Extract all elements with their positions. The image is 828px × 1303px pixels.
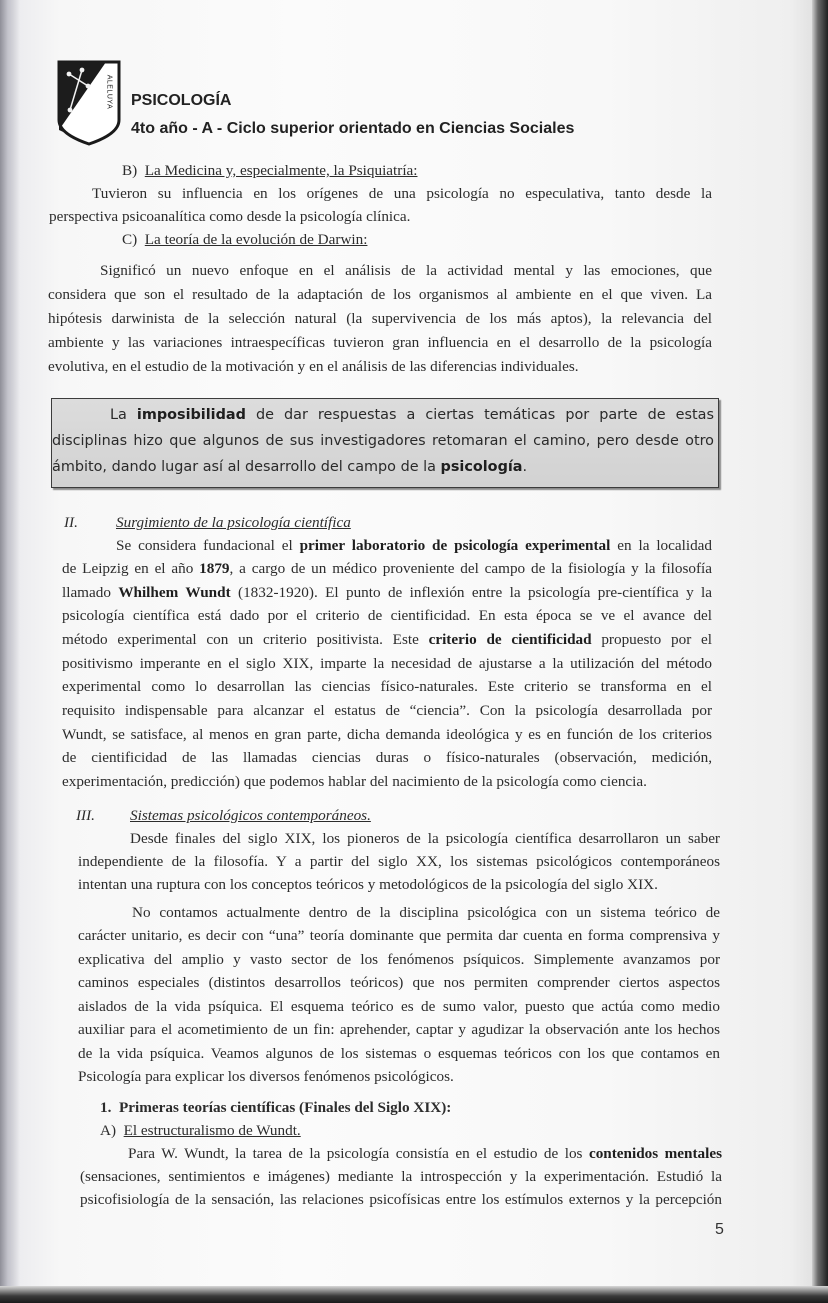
text-run: (1832-1920). El punto de inflexión entre la psicología pre-científica y la xyxy=(230,584,713,601)
box-bold-text: psicología xyxy=(440,459,523,475)
box-text: de dar respuestas a ciertas temáticas por parte de estas xyxy=(245,407,714,423)
box-line xyxy=(52,455,527,479)
subsection-title: Primeras teorías científicas (Finales del Siglo XIX): xyxy=(118,1099,452,1116)
paragraph-line: evolutiva, en el estudio de la motivación y en el análisis de las diferencias individuales. xyxy=(48,358,579,375)
paragraph-line: considera que son el resultado de la adaptación de los organismos al ambiente en el que viven. La xyxy=(48,286,712,303)
paragraph-line: Significó un nuevo enfoque en el análisis de la actividad mental y las emociones, que xyxy=(100,262,712,279)
logo-lettering: ALELUYA xyxy=(105,74,113,110)
box-text: . xyxy=(522,459,528,475)
paragraph-line: intentan una ruptura con los conceptos teóricos y metodológicos de la psicología del siglo XIX. xyxy=(78,876,658,893)
course-title: PSICOLOGÍA xyxy=(131,92,232,109)
paragraph-line: No contamos actualmente dentro de la disciplina psicológica con un sistema teórico de xyxy=(132,904,720,921)
paragraph-line: Wundt, se satisface, al menos en gran parte, dicha demanda ideológica y es en función de los criterios xyxy=(62,726,712,743)
page-number: 5 xyxy=(715,1221,724,1238)
bold-text: criterio de cientificidad xyxy=(428,631,592,648)
subsection-number: 1. xyxy=(100,1099,112,1116)
section-ii-title: Surgimiento de la psicología científica xyxy=(116,514,351,531)
section-iii-title: Sistemas psicológicos contemporáneos. xyxy=(130,807,371,824)
paragraph-line: perspectiva psicoanalítica como desde la psicología clínica. xyxy=(49,208,411,225)
section-iii-numeral: III. xyxy=(76,807,95,824)
paragraph-line: experimental como lo desarrollan las ciencias físico-naturales. Este criterio se transforma en el xyxy=(62,678,712,695)
box-line xyxy=(110,403,714,427)
paragraph-line xyxy=(62,582,712,604)
section-ii-heading xyxy=(64,512,351,534)
page-edge-bottom xyxy=(0,1286,828,1303)
section-b-title: La Medicina y, especialmente, la Psiquiatría: xyxy=(144,162,418,179)
paragraph-line xyxy=(62,629,712,651)
bold-text: primer laboratorio de psicología experimental xyxy=(299,537,611,554)
highlight-box xyxy=(51,398,719,488)
section-c-heading xyxy=(122,229,367,251)
section-ii-numeral: II. xyxy=(64,514,78,531)
section-b-heading xyxy=(122,160,418,182)
paragraph-line xyxy=(128,1143,722,1165)
section-iii-heading xyxy=(76,805,371,827)
paragraph-line: de cientificidad de las llamadas ciencias duras o físico-naturales (observación, medición, xyxy=(62,749,712,766)
paragraph-line: psicología científica está dado por el criterio de cientificidad. En esta época se ve el avance del xyxy=(62,607,712,624)
paragraph-line: experimentación, predicción) que podemos hablar del nacimiento de la psicología como ciencia. xyxy=(62,773,647,790)
page-shadow xyxy=(0,0,20,1296)
paragraph-line: Tuvieron su influencia en los orígenes de una psicología no especulativa, tanto desde la xyxy=(92,185,712,202)
paragraph-line xyxy=(62,558,712,580)
text-run: , a cargo de un médico proveniente del campo de la fisiología y la filosofía xyxy=(229,560,712,577)
bold-text: contenidos mentales xyxy=(588,1145,722,1162)
text-run: propuesto por el xyxy=(591,631,712,648)
page-edge-right xyxy=(812,0,828,1303)
paragraph-line: auxiliar para el acometimiento de un fin: aprehender, captar y agudizar la observación ante los hechos xyxy=(78,1021,720,1038)
box-bold-text: imposibilidad xyxy=(136,407,246,423)
paragraph-line: de la vida psíquica. Veamos algunos de los sistemas o esquemas teóricos con los que contamos en xyxy=(78,1045,720,1062)
paragraph-line: requisito indispensable para alcanzar el estatus de “ciencia”. Con la psicología desarrollada por xyxy=(62,702,712,719)
box-line: disciplinas hizo que algunos de sus investigadores retomaran el camino, pero desde otro xyxy=(52,433,714,449)
subsection-a-label: A) xyxy=(100,1122,117,1139)
paragraph-line: explicativa del amplio y vasto sector de los fenómenos psíquicos. Simplemente avanzamos por xyxy=(78,951,720,968)
section-c-title: La teoría de la evolución de Darwin: xyxy=(144,231,368,248)
paragraph-line: Psicología para explicar los diversos fenómenos psicológicos. xyxy=(78,1068,454,1085)
text-run: en la localidad xyxy=(610,537,712,554)
subsection-1-heading xyxy=(100,1097,451,1119)
paragraph-line xyxy=(116,535,712,557)
section-b-label: B) xyxy=(122,162,138,179)
subsection-a-heading xyxy=(100,1120,301,1142)
bold-text: 1879 xyxy=(199,560,230,577)
paragraph-line: (sensaciones, sentimientos e imágenes) mediante la introspección y la experimentación. Estudió la xyxy=(80,1168,722,1185)
paragraph-line: hipótesis darwinista de la selección natural (la supervivencia de los más aptos), la relevancia del xyxy=(48,310,712,327)
box-text: La xyxy=(110,407,137,423)
course-subtitle: 4to año - A - Ciclo superior orientado en Ciencias Sociales xyxy=(131,120,575,137)
subsection-a-title: El estructuralismo de Wundt. xyxy=(123,1122,301,1139)
paragraph-line: ambiente y las variaciones intraespecíficas tuvieron gran influencia en el desarrollo de la psicología xyxy=(48,334,712,351)
text-run: Se considera fundacional el xyxy=(116,537,300,554)
paragraph-line: positivismo imperante en el siglo XIX, imparte la necesidad de ajustarse a la utilización del método xyxy=(62,655,712,672)
school-crest-logo xyxy=(56,58,122,146)
box-text: ámbito, dando lugar así al desarrollo del campo de la xyxy=(52,459,441,475)
section-c-label: C) xyxy=(122,231,138,248)
paragraph-line: aislados de la vida psíquica. El esquema teórico es de sumo valor, puesto que actúa como medio xyxy=(78,998,720,1015)
paragraph-line: Desde finales del siglo XIX, los pioneros de la psicología científica desarrollaron un saber xyxy=(130,830,720,847)
bold-text: Whilhem Wundt xyxy=(118,584,231,601)
text-run: Para W. Wundt, la tarea de la psicología consistía en el estudio de los xyxy=(128,1145,589,1162)
text-run: llamado xyxy=(62,584,119,601)
paragraph-line: psicofisiología de la sensación, las relaciones psicofísicas entre los estímulos externos y la percepción xyxy=(80,1191,722,1208)
paragraph-line: caminos especiales (distintos desarrollos teóricos) que nos permiten comprender ciertos aspectos xyxy=(78,974,720,991)
paragraph-line: independiente de la filosofía. Y a partir del siglo XX, los sistemas psicológicos contemporáneos xyxy=(78,853,720,870)
paragraph-line: carácter unitario, es decir con “una” teoría dominante que permita dar cuenta en forma comprensiva y xyxy=(78,927,720,944)
text-run: de Leipzig en el año xyxy=(62,560,200,577)
text-run: método experimental con un criterio positivista. Este xyxy=(62,631,429,648)
